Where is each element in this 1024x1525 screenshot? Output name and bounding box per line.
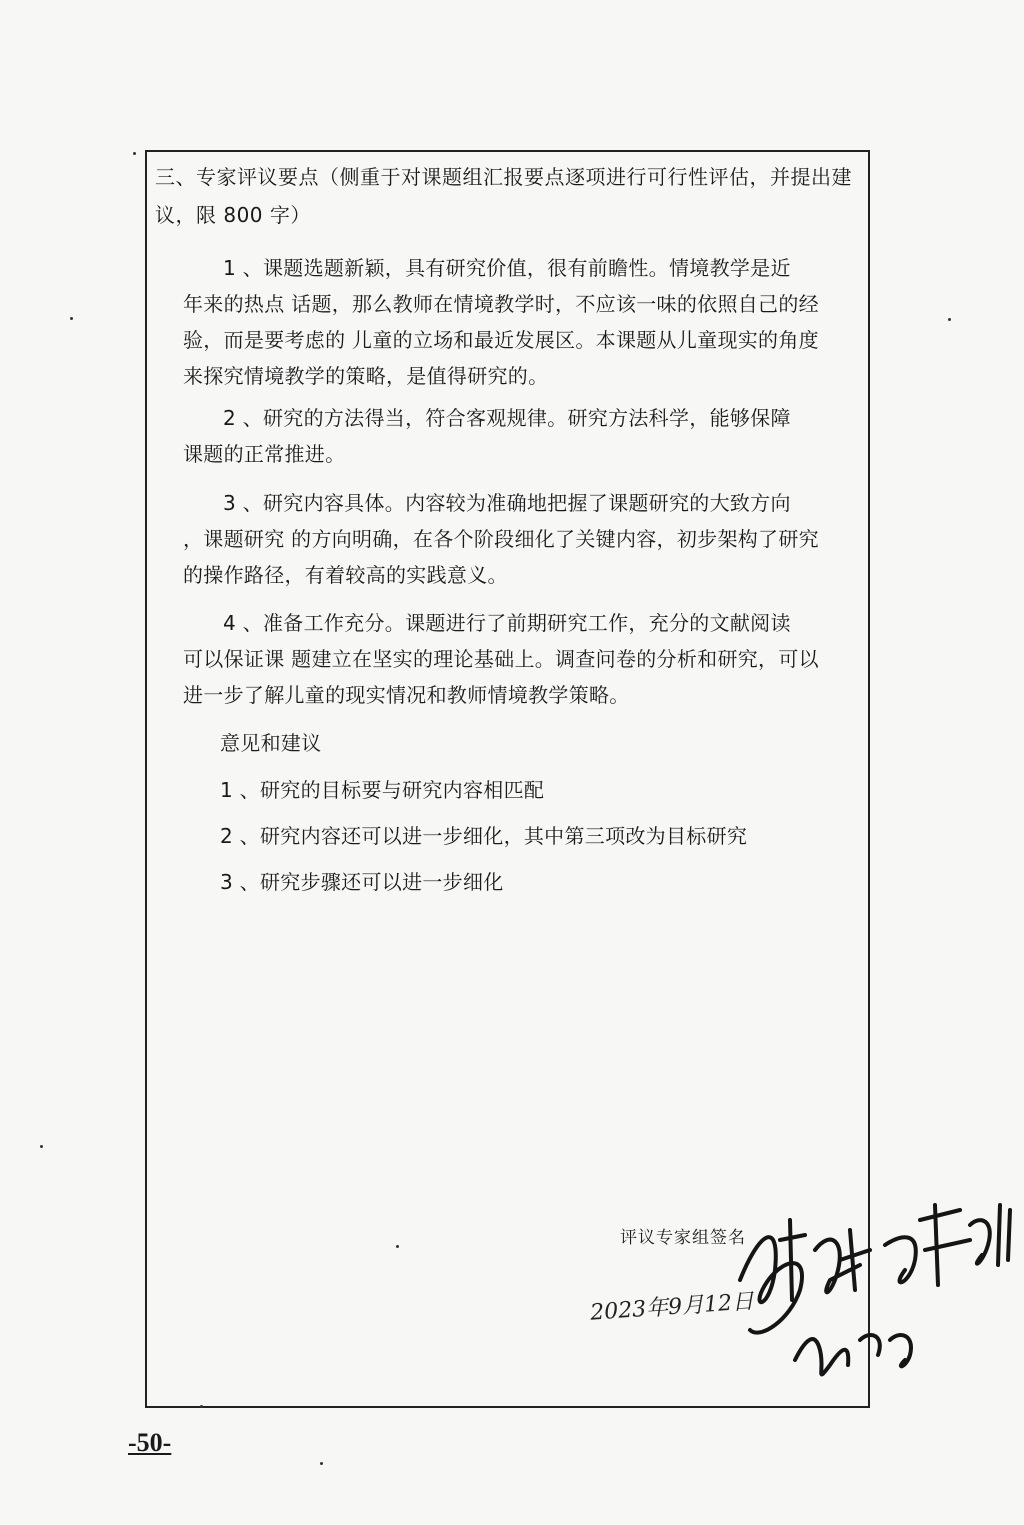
scan-speck	[40, 1145, 43, 1148]
page-number: -50-	[128, 1428, 172, 1457]
paragraph-2-rest: 课题的正常推进。	[183, 442, 346, 466]
suggestion-item: 3 、研究步骤还可以进一步细化	[220, 870, 504, 894]
suggestions-heading: 意见和建议	[220, 731, 322, 755]
suggestion-item: 2 、研究内容还可以进一步细化，其中第三项改为目标研究	[220, 824, 748, 848]
signature-date: 2023年9月12日	[589, 1289, 755, 1326]
paragraph-2-lead: 2 、研究的方法得当，符合客观规律。研究方法科学，能够保障	[223, 406, 791, 430]
scan-speck	[948, 318, 951, 321]
scan-speck	[320, 1462, 323, 1465]
scan-speck	[133, 152, 136, 155]
scan-speck	[70, 317, 73, 320]
suggestion-item: 1 、研究的目标要与研究内容相匹配	[220, 778, 545, 802]
section-title: 三、专家评议要点（侧重于对课题组汇报要点逐项进行可行性评估，并提出建议，限 800 字）	[155, 165, 852, 227]
paragraph-4-rest: 可以保证课 题建立在坚实的理论基础上。调查问卷的分析和研究，可以进一步了解儿童的现实情况和教师情境教学策略。	[183, 647, 819, 707]
paragraph-4-lead: 4 、准备工作充分。课题进行了前期研究工作，充分的文献阅读	[223, 611, 791, 635]
paragraph-1-lead: 1 、课题选题新颖，具有研究价值，很有前瞻性。情境教学是近	[223, 256, 791, 280]
handwritten-signature	[720, 1190, 1020, 1400]
paragraph-3-lead: 3 、研究内容具体。内容较为准确地把握了课题研究的大致方向	[223, 491, 791, 515]
scan-speck	[396, 1245, 399, 1248]
paragraph-4	[183, 605, 823, 713]
paragraph-3	[183, 485, 823, 593]
scan-speck	[200, 1405, 203, 1408]
signature-label: 评议专家组签名	[620, 1228, 746, 1248]
paragraph-3-rest: ，课题研究 的方向明确，在各个阶段细化了关键内容，初步架构了研究的操作路径，有着较高的实践意义。	[183, 527, 819, 587]
paragraph-2	[183, 400, 823, 472]
paragraph-1	[183, 250, 823, 394]
paragraph-1-rest: 年来的热点 话题，那么教师在情境教学时，不应该一味的依照自己的经验，而是要考虑的 儿童的立场和最近发展区。本课题从儿童现实的角度来探究情境教学的策略，是值得研究的。	[183, 292, 819, 388]
